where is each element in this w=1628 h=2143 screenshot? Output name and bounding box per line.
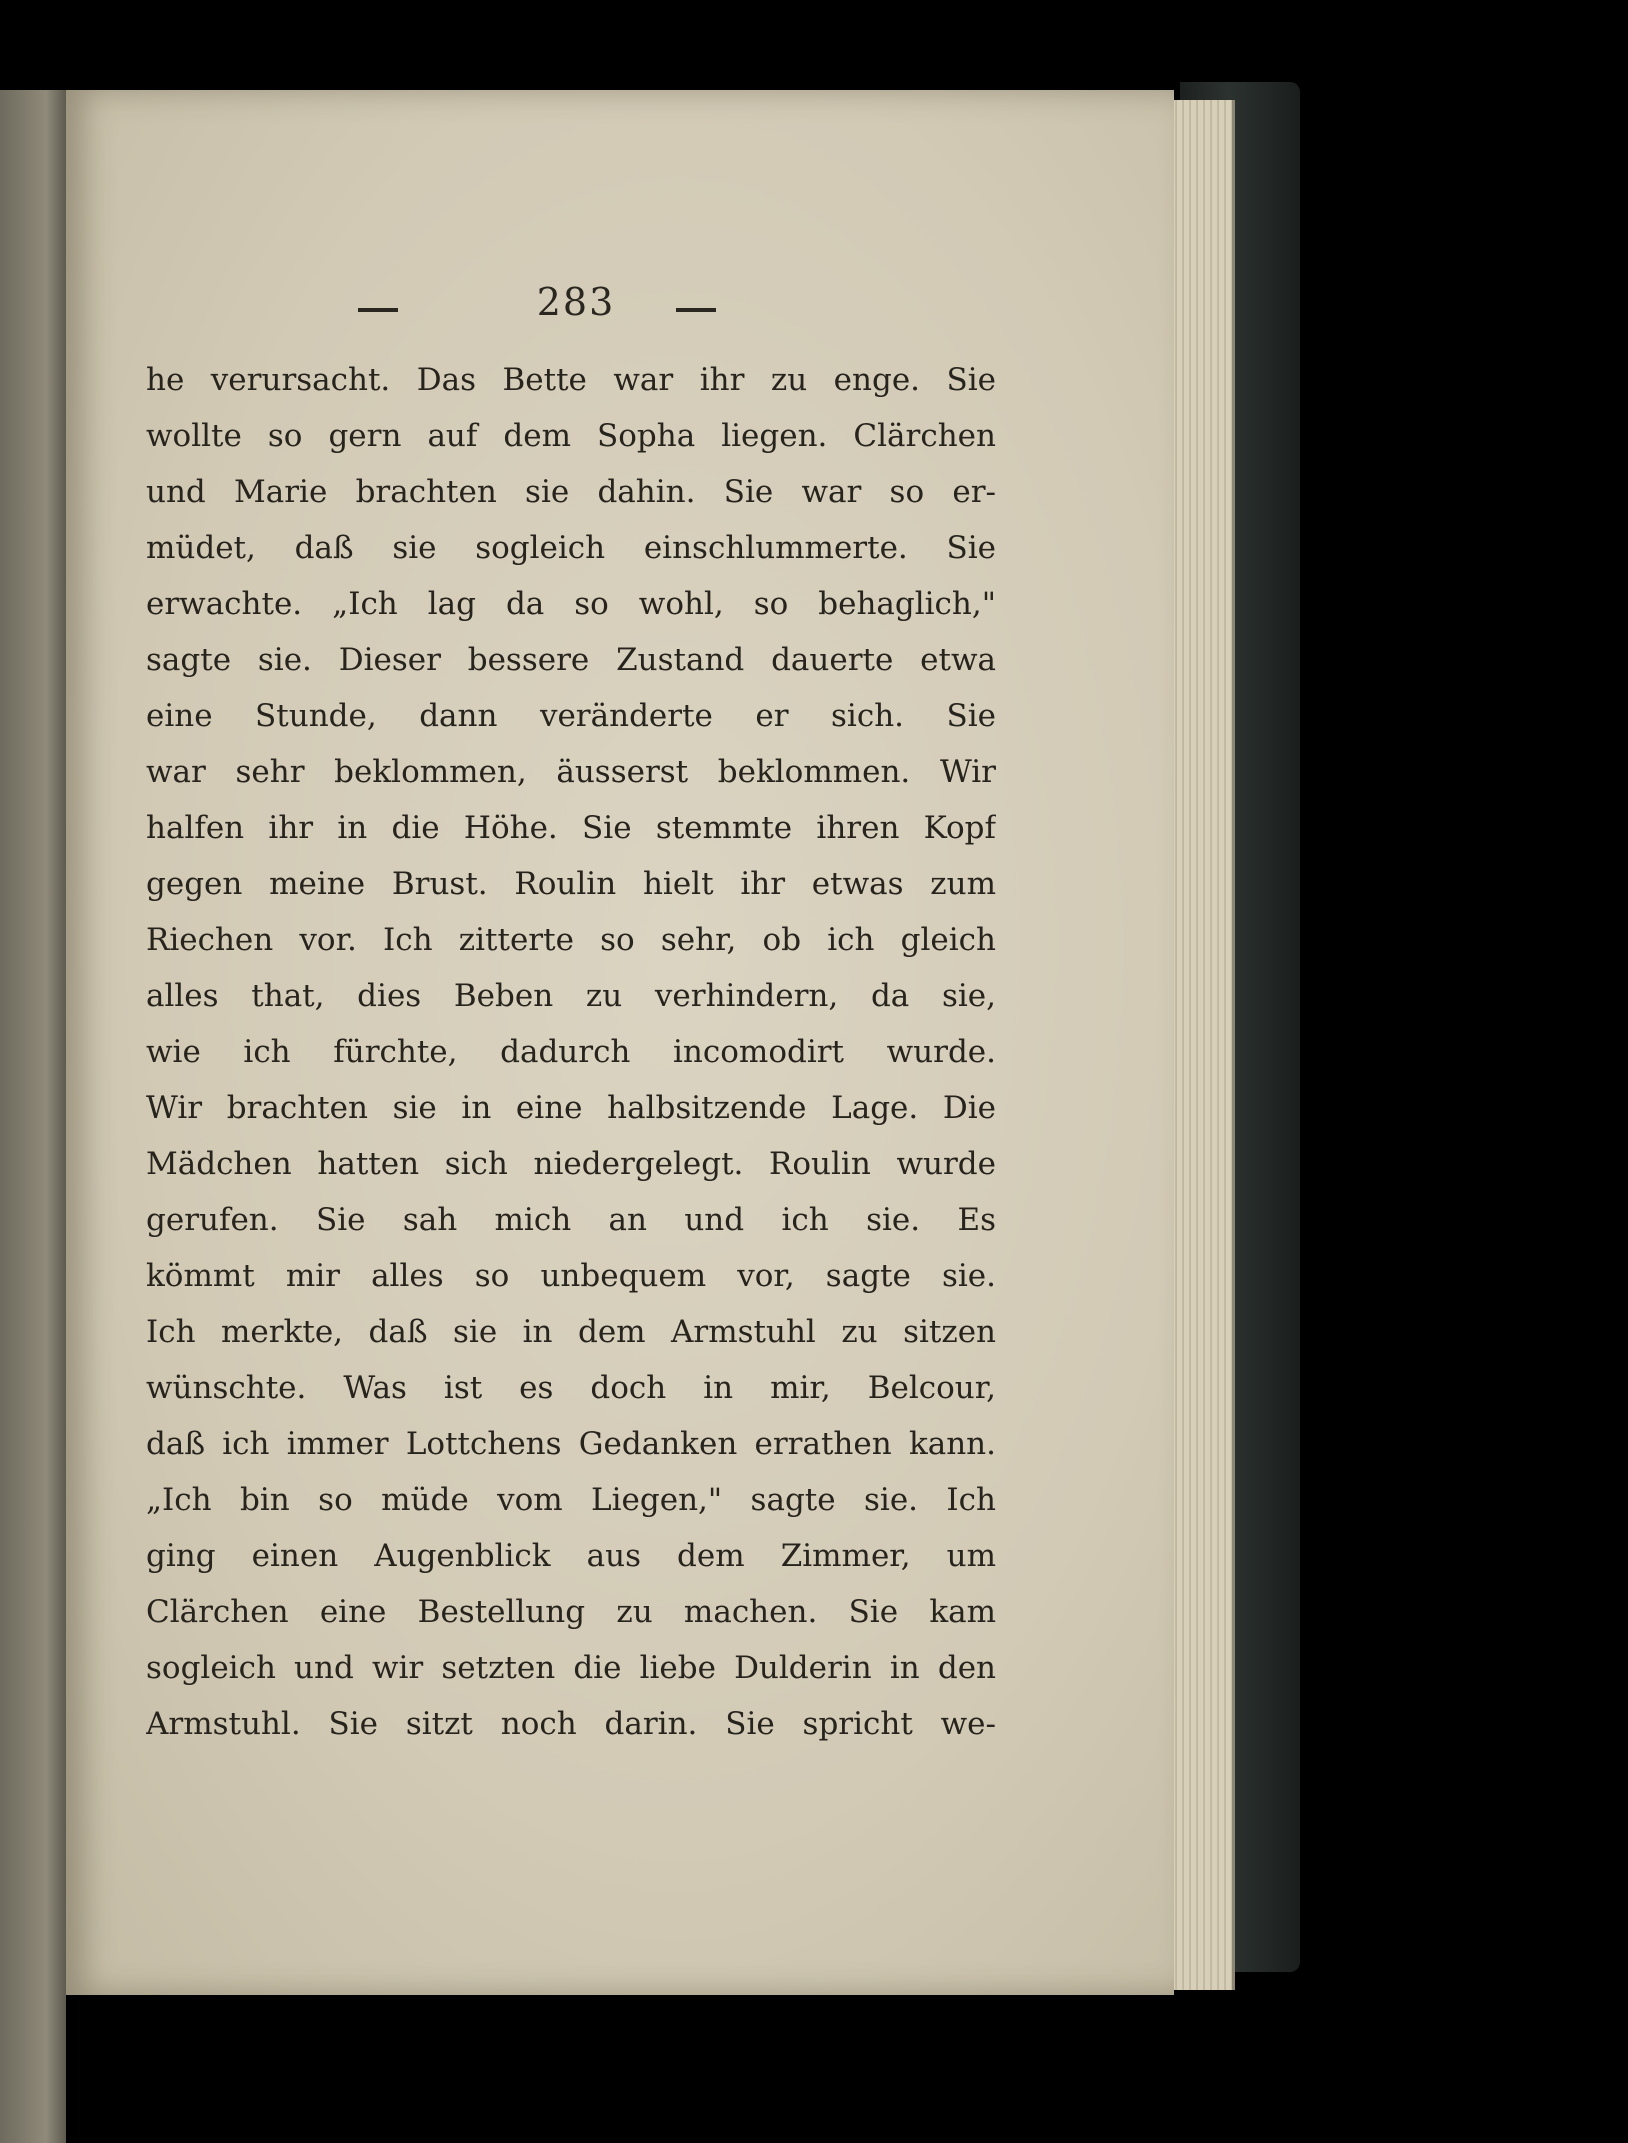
text-line: war sehr beklommen, äusserst beklommen. Wir — [146, 754, 996, 790]
text-line: sagte sie. Dieser bessere Zustand dauerte etwa — [146, 642, 996, 678]
text-line: wünschte. Was ist es doch in mir, Belcour, — [146, 1370, 996, 1406]
text-line: und Marie brachten sie dahin. Sie war so er- — [146, 474, 996, 510]
text-line: daß ich immer Lottchens Gedanken errathen kann. — [146, 1426, 996, 1462]
text-line: eine Stunde, dann veränderte er sich. Sie — [146, 698, 996, 734]
text-line: „Ich bin so müde vom Liegen," sagte sie. Ich — [146, 1482, 996, 1518]
text-line: alles that, dies Beben zu verhindern, da sie, — [146, 978, 996, 1014]
text-line: Mädchen hatten sich niedergelegt. Roulin wurde — [146, 1146, 996, 1182]
book-page — [66, 90, 1174, 1995]
text-line: wie ich fürchte, dadurch incomodirt wurde. — [146, 1034, 996, 1070]
page-header — [66, 280, 1174, 340]
text-line: erwachte. „Ich lag da so wohl, so behaglich," — [146, 586, 996, 622]
header-dash-left — [358, 308, 398, 312]
text-line: kömmt mir alles so unbequem vor, sagte sie. — [146, 1258, 996, 1294]
text-line: Wir brachten sie in eine halbsitzende Lage. Die — [146, 1090, 996, 1126]
text-line: Armstuhl. Sie sitzt noch darin. Sie spricht we- — [146, 1706, 996, 1742]
text-line: Clärchen eine Bestellung zu machen. Sie kam — [146, 1594, 996, 1630]
text-line: halfen ihr in die Höhe. Sie stemmte ihren Kopf — [146, 810, 996, 846]
text-line: he verursacht. Das Bette war ihr zu enge. Sie — [146, 362, 996, 398]
text-line: sogleich und wir setzten die liebe Dulderin in den — [146, 1650, 996, 1686]
page-edges — [1170, 100, 1235, 1990]
header-dash-right — [676, 308, 716, 312]
text-line: wollte so gern auf dem Sopha liegen. Clärchen — [146, 418, 996, 454]
text-line: ging einen Augenblick aus dem Zimmer, um — [146, 1538, 996, 1574]
text-line: Ich merkte, daß sie in dem Armstuhl zu sitzen — [146, 1314, 996, 1350]
body-text — [146, 352, 996, 1752]
text-line: gegen meine Brust. Roulin hielt ihr etwas zum — [146, 866, 996, 902]
facing-page — [0, 90, 66, 2143]
page-number: 283 — [536, 280, 616, 324]
text-line: müdet, daß sie sogleich einschlummerte. Sie — [146, 530, 996, 566]
text-line: Riechen vor. Ich zitterte so sehr, ob ich gleich — [146, 922, 996, 958]
text-line: gerufen. Sie sah mich an und ich sie. Es — [146, 1202, 996, 1238]
